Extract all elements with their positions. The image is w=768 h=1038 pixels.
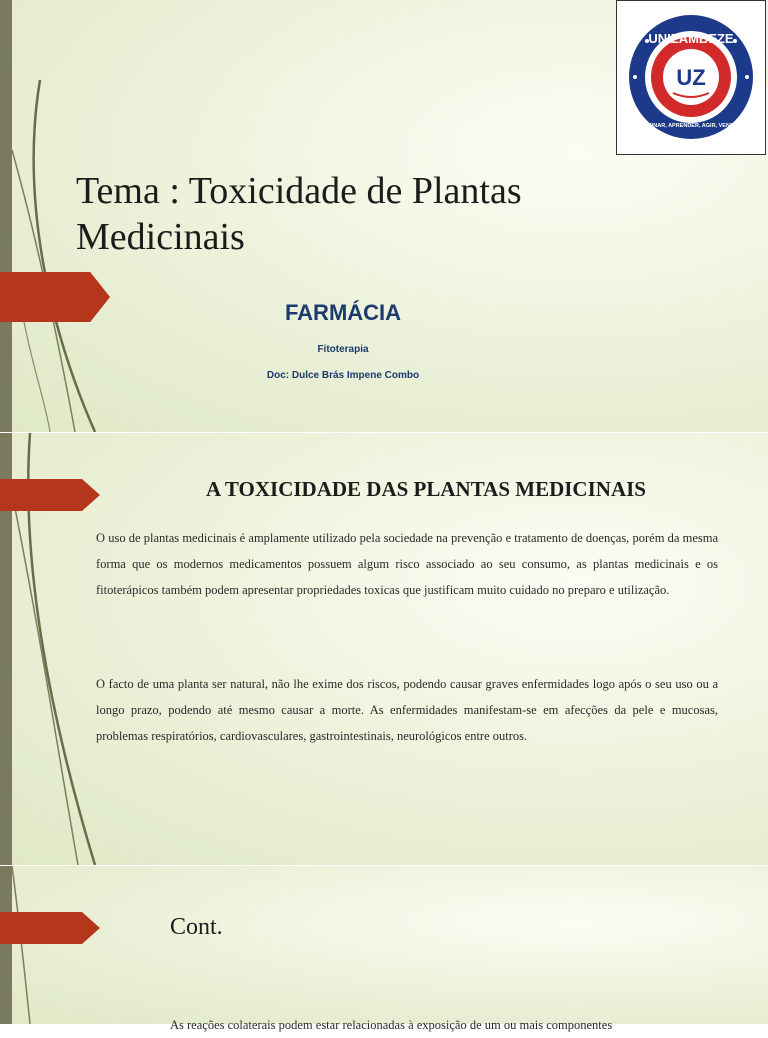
slide-toxicity bbox=[0, 433, 768, 865]
slide-title-text: Tema : Toxicidade de Plantas Medicinais bbox=[76, 170, 522, 258]
heading-arrow-marker bbox=[0, 912, 100, 944]
slide-continuation bbox=[0, 866, 768, 1032]
paragraph-1: O uso de plantas medicinais é amplamente utilizado pela sociedade na prevenção e tratamento de doenças, porém da mesma forma que os modernos medicamentos possuem algum risco associado ao seu consumo, as plantas medicinais e os fitoterápicos também podem apresentar propriedades toxicas que justificam muito cuidado no preparo e utilização. bbox=[96, 531, 718, 597]
university-logo bbox=[616, 0, 766, 155]
paragraph-1: As reações colaterais podem estar relacionadas à exposição de um ou mais componentes bbox=[170, 1018, 613, 1032]
slide-heading: A TOXICIDADE DAS PLANTAS MEDICINAIS bbox=[206, 477, 646, 501]
decorative-stems bbox=[0, 866, 120, 1024]
logo-motto-text: ENSINAR, APRENDER, AGIR, VENCER bbox=[640, 123, 742, 129]
logo-name-text: UNIZAMBEZE bbox=[648, 31, 734, 46]
title-arrow-marker bbox=[0, 272, 110, 322]
teacher-name: Doc: Dulce Brás Impene Combo bbox=[266, 370, 420, 381]
slide-title bbox=[0, 0, 768, 432]
course-name: FARMÁCIA bbox=[284, 300, 402, 325]
heading-arrow-marker bbox=[0, 479, 100, 511]
paragraph-2: O facto de uma planta ser natural, não lhe exime dos riscos, podendo causar graves enfermidades logo após o seu uso ou a longo prazo, podendo até mesmo causar a morte. As enfermidades manifestam-se em afecções da pele e mucosas, problemas respiratórios, cardiovasculares, gastrointestinais, neurológicos entre outros. bbox=[96, 677, 718, 743]
subject-name: Fitoterapia bbox=[317, 344, 369, 355]
slide-heading: Cont. bbox=[170, 914, 223, 940]
logo-monogram: UZ bbox=[676, 65, 706, 90]
